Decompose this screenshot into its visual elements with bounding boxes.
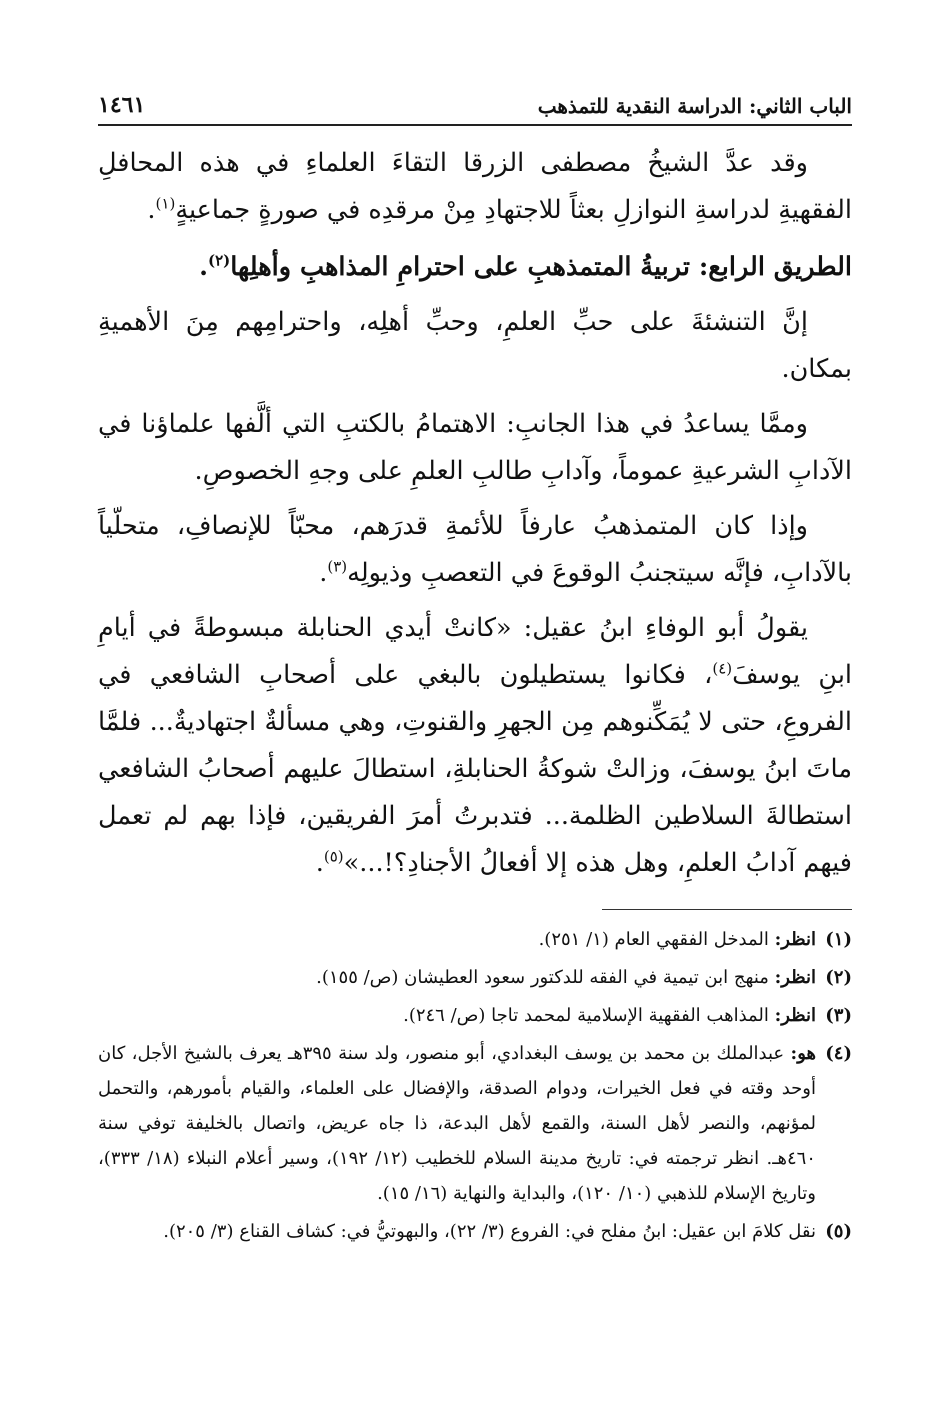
footnote-divider [602, 909, 852, 910]
footnote-mark: (٤) [825, 1043, 852, 1064]
footnote-mark: (٥) [825, 1221, 852, 1242]
footnotes [98, 922, 852, 1249]
footnote-text: المذاهب الفقهية الإسلامية لمحمد تاجا (ص/ ٢٤٦). [403, 1005, 769, 1026]
footnote-4 [98, 1036, 852, 1211]
footnote-ref-4: (٤) [712, 659, 733, 678]
footnote-lead: انظر: [774, 929, 816, 950]
footnote-text: منهج ابن تيمية في الفقه للدكتور سعود العطيشان (ص/ ١٥٥). [316, 967, 769, 988]
main-text [98, 140, 852, 887]
paragraph-5-text-a: يقولُ أبو الوفاءِ ابنُ عقيل: «كانتْ أيدي الحنابلة مبسوطةً في أيامِ ابنِ يوسفَ [98, 613, 853, 690]
paragraph-5: يقولُ أبو الوفاءِ ابنُ عقيل: «كانتْ أيدي الحنابلة مبسوطةً في أيامِ ابنِ يوسفَ$^{(٤)}$، فكانوا يستطيلون بالبغي على أصحابِ الشافعي في الفروعِ، حتى لا يُمَكِّنوهم مِن الجهرِ والقنوتِ، وهي مسألةٌ اجتهاديةٌ... فلمَّا ماتَ ابنُ يوسفَ، وزالتْ شوكةُ الحنابلةِ، استطالَ عليهم أصحابُ الشافعي استطالةَ السلاطين الظلمة... فتدبرتُ أمرَ الفريقين، فإذا بهم لم تعمل فيهم آدابُ العلمِ، وهل هذه إلا أفعالُ الأجنادِ؟!...»$^{(٥)}$. [98, 613, 853, 878]
paragraph-4-text: وإذا كان المتمذهبُ عارفاً للأئمةِ قدرَهم، محبّاً للإنصافِ، متحلّياً بالآدابِ، فإنَّه سيتجنبُ الوقوعَ في التعصبِ وذيولِه [98, 511, 852, 588]
footnote-2 [98, 960, 852, 995]
footnote-mark: (٢) [825, 967, 852, 988]
paragraph-4: وإذا كان المتمذهبُ عارفاً للأئمةِ قدرَهم، محبّاً للإنصافِ، متحلّياً بالآدابِ، فإنَّه سيتجنبُ الوقوعَ في التعصبِ وذيولِه$^{(٣)}$. [98, 511, 852, 588]
footnote-3 [98, 998, 852, 1033]
footnote-5 [98, 1214, 852, 1249]
paragraph-1: وقد عدَّ الشيخُ مصطفى الزرقا التقاءَ العلماءِ في هذه المحافلِ الفقهيةِ لدراسةِ النوازلِ بعثاً للاجتهادِ مِنْ مرقدِه في صورةٍ جماعيةٍ$^{(١)}$. [98, 148, 852, 225]
footnote-lead: انظر: [774, 967, 816, 988]
footnote-text: نقل كلامَ ابن عقيل: ابنُ مفلح في: الفروع (٣/ ٢٢)، والبهوتيُّ في: كشاف القناع (٣/ ٢٠٥). [163, 1221, 816, 1242]
footnote-1 [98, 922, 852, 957]
paragraph-2-text: إنَّ التنشئةَ على حبِّ العلمِ، وحبِّ أهلِه، واحترامِهم مِنَ الأهميةِ بمكان. [98, 307, 852, 384]
paragraph-3-text: وممَّا يساعدُ في هذا الجانبِ: الاهتمامُ بالكتبِ التي ألَّفها علماؤنا في الآدابِ الشرعيةِ عموماً، وآدابِ طالبِ العلمِ على وجهِ الخصوصِ. [98, 409, 852, 486]
footnote-text: عبدالملك بن محمد بن يوسف البغدادي، أبو منصور، ولد سنة ٣٩٥هـ يعرف بالشيخ الأجل، كان أوحد وقته في فعل الخيرات، ودوام الصدقة، والإفضال على العلماء، والقيام بأمورهم، والتحمل لمؤنهم، والنصر لأهل السنة، والقمع لأهل البدعة، ذا جاه عريض، واتصال بالخليفة توفي سنة ٤٦٠هـ. انظر ترجمته في: تاريخ مدينة السلام للخطيب (١٢/ ١٩٢)، وسير أعلام النبلاء (١٨/ ٣٣٣)، وتاريخ الإسلام للذهبي (١٠/ ١٢٠)، والبداية والنهاية (١٦/ ١٥). [98, 1043, 816, 1204]
section-heading: الطريق الرابع: تربيةُ المتمذهبِ على احترامِ المذاهبِ وأهلِها$^{(٢)}$. [199, 251, 852, 282]
footnote-mark: (١) [825, 929, 852, 950]
paragraph-1-text: وقد عدَّ الشيخُ مصطفى الزرقا التقاءَ العلماءِ في هذه المحافلِ الفقهيةِ لدراسةِ النوازلِ بعثاً للاجتهادِ مِنْ مرقدِه في صورةٍ جماعيةٍ [98, 148, 852, 225]
footnote-text: المدخل الفقهي العام (١/ ٢٥١). [538, 929, 769, 950]
footnote-mark: (٣) [825, 1005, 852, 1026]
footnote-ref-1: (١) [155, 194, 176, 213]
footnote-lead: هو: [790, 1043, 816, 1064]
footnote-ref-2: (٢) [207, 251, 231, 270]
footnote-ref-3: (٣) [327, 557, 348, 576]
chapter-title: الباب الثاني: الدراسة النقدية للتمذهب [537, 94, 852, 118]
footnote-lead: انظر: [774, 1005, 816, 1026]
footnote-ref-5: (٥) [323, 847, 344, 866]
page-number: ١٤٦١ [98, 92, 146, 118]
paragraph-3 [98, 401, 852, 495]
running-header [98, 92, 852, 126]
paragraph-5-text-b: ، فكانوا يستطيلون بالبغي على أصحابِ الشافعي في الفروعِ، حتى لا يُمَكِّنوهم مِن الجهرِ والقنوتِ، وهي مسألةٌ اجتهاديةٌ... فلمَّا ماتَ ابنُ يوسفَ، وزالتْ شوكةُ الحنابلةِ، استطالَ عليهم أصحابُ الشافعي استطالةَ السلاطين الظلمة... فتدبرتُ أمرَ الفريقين، فإذا بهم لم تعمل فيهم آدابُ العلمِ، وهل هذه إلا أفعالُ الأجنادِ؟!...» [98, 660, 852, 878]
section-heading-text: الطريق الرابع: تربيةُ المتمذهبِ على احترامِ المذاهبِ وأهلِها [230, 252, 852, 282]
paragraph-2 [98, 299, 852, 393]
